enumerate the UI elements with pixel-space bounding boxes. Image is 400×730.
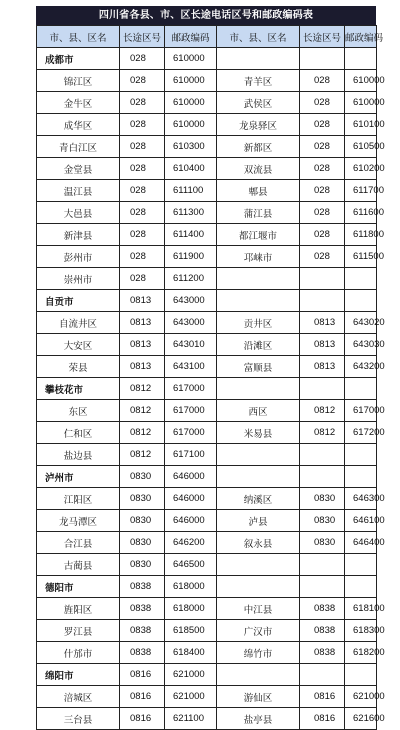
postal-code-cell-2: 646100 xyxy=(345,510,377,532)
area-code-cell-2 xyxy=(300,444,345,466)
area-code-cell: 028 xyxy=(120,202,165,224)
empty-cell xyxy=(300,576,345,598)
area-code-cell-2: 028 xyxy=(300,92,345,114)
area-code-cell: 028 xyxy=(120,246,165,268)
district-name: 古蔺县 xyxy=(37,554,120,576)
postal-code-cell-2: 617200 xyxy=(345,422,377,444)
district-name-2: 邛崃市 xyxy=(217,246,300,268)
area-code-cell: 0830 xyxy=(120,554,165,576)
empty-cell xyxy=(217,290,300,312)
area-code-cell: 0830 xyxy=(120,532,165,554)
postal-code-cell-2: 621000 xyxy=(345,686,377,708)
postal-code-cell-2: 646400 xyxy=(345,532,377,554)
postal-code-cell-2: 618200 xyxy=(345,642,377,664)
area-code-cell: 0813 xyxy=(120,356,165,378)
district-name: 旌阳区 xyxy=(37,598,120,620)
area-code-cell-2: 0838 xyxy=(300,642,345,664)
area-code-cell: 028 xyxy=(120,136,165,158)
area-code-cell-2: 0816 xyxy=(300,708,345,730)
postal-code-cell-2: 610000 xyxy=(345,92,377,114)
postal-code-cell: 610000 xyxy=(165,70,217,92)
empty-cell xyxy=(217,48,300,70)
postal-code-cell: 618000 xyxy=(165,576,217,598)
header-name-2: 市、县、区名 xyxy=(217,26,300,48)
postal-code-cell-2: 611500 xyxy=(345,246,377,268)
postal-code-cell-2: 610000 xyxy=(345,70,377,92)
district-name-2: 富顺县 xyxy=(217,356,300,378)
empty-cell xyxy=(300,466,345,488)
document-title: 四川省各县、市、区长途电话区号和邮政编码表 xyxy=(36,6,376,25)
district-name: 盐边县 xyxy=(37,444,120,466)
district-name: 东区 xyxy=(37,400,120,422)
header-postal-code: 邮政编码 xyxy=(165,26,217,48)
district-name: 成华区 xyxy=(37,114,120,136)
table-row xyxy=(37,202,377,224)
area-code-cell-2: 0838 xyxy=(300,620,345,642)
district-name: 合江县 xyxy=(37,532,120,554)
city-name: 成都市 xyxy=(37,48,120,70)
postal-code-cell: 610000 xyxy=(165,114,217,136)
postal-code-cell-2: 610500 xyxy=(345,136,377,158)
postal-code-cell: 621000 xyxy=(165,686,217,708)
postal-code-cell-2: 610100 xyxy=(345,114,377,136)
postal-code-cell-2: 643200 xyxy=(345,356,377,378)
postal-code-cell: 617100 xyxy=(165,444,217,466)
table-body xyxy=(37,48,385,730)
postal-code-cell: 610000 xyxy=(165,48,217,70)
empty-cell xyxy=(345,664,377,686)
table-row xyxy=(37,422,377,444)
empty-cell xyxy=(300,378,345,400)
area-code-cell: 028 xyxy=(120,114,165,136)
area-code-cell: 0813 xyxy=(120,312,165,334)
district-name: 荣县 xyxy=(37,356,120,378)
table-row xyxy=(37,92,377,114)
district-name-2 xyxy=(217,268,300,290)
district-name: 新津县 xyxy=(37,224,120,246)
area-code-cell-2: 028 xyxy=(300,158,345,180)
postal-code-cell-2: 611700 xyxy=(345,180,377,202)
area-code-cell-2: 0838 xyxy=(300,598,345,620)
postal-code-cell: 646000 xyxy=(165,488,217,510)
postal-code-cell: 611100 xyxy=(165,180,217,202)
postal-code-cell: 617000 xyxy=(165,422,217,444)
postal-code-cell-2 xyxy=(345,444,377,466)
table-row xyxy=(37,598,377,620)
area-code-cell-2: 028 xyxy=(300,136,345,158)
area-code-cell-2: 0830 xyxy=(300,510,345,532)
district-name-2: 都江堰市 xyxy=(217,224,300,246)
area-code-cell-2: 0816 xyxy=(300,686,345,708)
postal-code-cell: 618400 xyxy=(165,642,217,664)
city-name: 德阳市 xyxy=(37,576,120,598)
table-row xyxy=(37,708,377,730)
empty-cell xyxy=(300,290,345,312)
table-row xyxy=(37,356,377,378)
city-row xyxy=(37,576,377,598)
area-code-cell: 0812 xyxy=(120,444,165,466)
postal-code-cell: 610400 xyxy=(165,158,217,180)
area-code-cell-2: 028 xyxy=(300,202,345,224)
table-row xyxy=(37,554,377,576)
district-name: 崇州市 xyxy=(37,268,120,290)
area-code-cell: 028 xyxy=(120,224,165,246)
area-code-cell-2: 0812 xyxy=(300,422,345,444)
district-name-2: 沿滩区 xyxy=(217,334,300,356)
postal-code-cell-2 xyxy=(345,268,377,290)
area-code-cell: 028 xyxy=(120,48,165,70)
empty-cell xyxy=(345,576,377,598)
district-name-2: 青羊区 xyxy=(217,70,300,92)
district-name-2: 龙泉驿区 xyxy=(217,114,300,136)
district-name-2: 泸县 xyxy=(217,510,300,532)
postal-code-cell: 610000 xyxy=(165,92,217,114)
table-row xyxy=(37,488,377,510)
district-name: 青白江区 xyxy=(37,136,120,158)
area-code-cell-2: 028 xyxy=(300,114,345,136)
area-code-cell: 0816 xyxy=(120,708,165,730)
area-code-cell: 0816 xyxy=(120,664,165,686)
table-row xyxy=(37,642,377,664)
area-code-cell: 028 xyxy=(120,180,165,202)
postal-code-cell: 646200 xyxy=(165,532,217,554)
district-name: 大安区 xyxy=(37,334,120,356)
area-code-cell: 0812 xyxy=(120,400,165,422)
postal-code-cell: 621100 xyxy=(165,708,217,730)
district-name: 自流井区 xyxy=(37,312,120,334)
table-row xyxy=(37,400,377,422)
district-name-2: 绵竹市 xyxy=(217,642,300,664)
table-row xyxy=(37,334,377,356)
empty-cell xyxy=(217,576,300,598)
table-row xyxy=(37,312,377,334)
area-code-cell-2: 0830 xyxy=(300,488,345,510)
district-name-2: 西区 xyxy=(217,400,300,422)
empty-cell xyxy=(217,378,300,400)
postal-code-cell: 643010 xyxy=(165,334,217,356)
empty-cell xyxy=(217,466,300,488)
area-code-cell: 0816 xyxy=(120,686,165,708)
district-name: 彭州市 xyxy=(37,246,120,268)
table-row xyxy=(37,686,377,708)
empty-cell xyxy=(345,378,377,400)
table-row xyxy=(37,246,377,268)
empty-cell xyxy=(300,664,345,686)
postal-code-cell-2: 618300 xyxy=(345,620,377,642)
area-code-cell-2 xyxy=(300,554,345,576)
area-code-cell: 0813 xyxy=(120,290,165,312)
postal-code-cell-2: 643020 xyxy=(345,312,377,334)
district-name-2: 新都区 xyxy=(217,136,300,158)
district-name: 金堂县 xyxy=(37,158,120,180)
area-code-cell-2: 028 xyxy=(300,246,345,268)
district-name: 龙马潭区 xyxy=(37,510,120,532)
table-row xyxy=(37,114,377,136)
postal-code-cell-2: 611600 xyxy=(345,202,377,224)
area-code-cell-2: 0813 xyxy=(300,334,345,356)
district-name: 大邑县 xyxy=(37,202,120,224)
postal-code-cell: 646500 xyxy=(165,554,217,576)
district-name-2: 双流县 xyxy=(217,158,300,180)
empty-cell xyxy=(300,48,345,70)
city-name: 攀枝花市 xyxy=(37,378,120,400)
city-name: 绵阳市 xyxy=(37,664,120,686)
empty-cell xyxy=(345,466,377,488)
postal-code-cell: 643000 xyxy=(165,290,217,312)
table-row xyxy=(37,532,377,554)
district-name: 罗江县 xyxy=(37,620,120,642)
postal-code-cell: 617000 xyxy=(165,400,217,422)
postal-code-cell-2: 621600 xyxy=(345,708,377,730)
header-postal-code-2: 邮政编码 xyxy=(345,26,377,48)
postal-code-cell: 611200 xyxy=(165,268,217,290)
header-area-code-2: 长途区号 xyxy=(300,26,345,48)
postal-code-cell: 643000 xyxy=(165,312,217,334)
district-name-2: 盐亭县 xyxy=(217,708,300,730)
empty-cell xyxy=(217,664,300,686)
city-row xyxy=(37,664,377,686)
area-code-cell-2: 028 xyxy=(300,180,345,202)
table-row xyxy=(37,158,377,180)
city-row xyxy=(37,48,377,70)
postal-code-cell: 643100 xyxy=(165,356,217,378)
table-row xyxy=(37,224,377,246)
table-row xyxy=(37,510,377,532)
postal-code-cell: 611300 xyxy=(165,202,217,224)
header-row xyxy=(37,26,377,48)
district-name-2: 蒲江县 xyxy=(217,202,300,224)
city-name: 泸州市 xyxy=(37,466,120,488)
district-name-2: 游仙区 xyxy=(217,686,300,708)
area-code-cell: 0812 xyxy=(120,378,165,400)
area-code-cell: 0830 xyxy=(120,466,165,488)
district-name-2: 中江县 xyxy=(217,598,300,620)
district-name: 什邡市 xyxy=(37,642,120,664)
empty-cell xyxy=(345,290,377,312)
postal-code-cell-2: 611800 xyxy=(345,224,377,246)
postal-code-cell-2: 643030 xyxy=(345,334,377,356)
area-code-cell: 028 xyxy=(120,268,165,290)
postal-code-cell: 611900 xyxy=(165,246,217,268)
postal-code-cell: 621000 xyxy=(165,664,217,686)
area-code-cell-2: 0813 xyxy=(300,356,345,378)
postal-code-cell-2 xyxy=(345,554,377,576)
area-code-cell-2: 0812 xyxy=(300,400,345,422)
district-name-2: 叙永县 xyxy=(217,532,300,554)
area-code-cell: 0838 xyxy=(120,642,165,664)
postal-code-cell-2: 646300 xyxy=(345,488,377,510)
city-row xyxy=(37,466,377,488)
area-code-cell: 0813 xyxy=(120,334,165,356)
postal-code-cell: 618000 xyxy=(165,598,217,620)
header-name: 市、县、区名 xyxy=(37,26,120,48)
district-name-2: 广汉市 xyxy=(217,620,300,642)
district-name: 金牛区 xyxy=(37,92,120,114)
area-code-cell-2: 0830 xyxy=(300,532,345,554)
postal-code-cell-2: 617000 xyxy=(345,400,377,422)
area-code-cell: 0838 xyxy=(120,620,165,642)
district-name: 仁和区 xyxy=(37,422,120,444)
table-row xyxy=(37,444,377,466)
postal-code-cell: 617000 xyxy=(165,378,217,400)
district-name: 三台县 xyxy=(37,708,120,730)
table-row xyxy=(37,136,377,158)
table-row xyxy=(37,70,377,92)
district-name-2: 武侯区 xyxy=(217,92,300,114)
district-name: 锦江区 xyxy=(37,70,120,92)
area-code-cell: 028 xyxy=(120,92,165,114)
district-name-2: 米易县 xyxy=(217,422,300,444)
postal-code-cell: 611400 xyxy=(165,224,217,246)
area-code-cell-2: 0813 xyxy=(300,312,345,334)
city-name: 自贡市 xyxy=(37,290,120,312)
postal-code-cell: 610300 xyxy=(165,136,217,158)
area-code-cell-2: 028 xyxy=(300,70,345,92)
header-area-code: 长途区号 xyxy=(120,26,165,48)
postal-code-sheet xyxy=(36,6,385,730)
district-name: 温江县 xyxy=(37,180,120,202)
area-code-cell: 028 xyxy=(120,70,165,92)
empty-cell xyxy=(345,48,377,70)
area-code-cell-2 xyxy=(300,268,345,290)
city-row xyxy=(37,378,377,400)
table-row xyxy=(37,268,377,290)
district-name-2: 纳溪区 xyxy=(217,488,300,510)
area-code-cell: 0812 xyxy=(120,422,165,444)
district-name-2: 郫县 xyxy=(217,180,300,202)
area-code-cell: 0830 xyxy=(120,488,165,510)
postal-code-cell-2: 618100 xyxy=(345,598,377,620)
city-row xyxy=(37,290,377,312)
area-code-table xyxy=(36,25,385,730)
postal-code-cell: 646000 xyxy=(165,510,217,532)
postal-code-cell-2: 610200 xyxy=(345,158,377,180)
table-row xyxy=(37,180,377,202)
area-code-cell: 0838 xyxy=(120,598,165,620)
district-name: 江阳区 xyxy=(37,488,120,510)
postal-code-cell: 646000 xyxy=(165,466,217,488)
area-code-cell-2: 028 xyxy=(300,224,345,246)
district-name-2 xyxy=(217,554,300,576)
table-row xyxy=(37,620,377,642)
area-code-cell: 0830 xyxy=(120,510,165,532)
district-name-2 xyxy=(217,444,300,466)
district-name-2: 贡井区 xyxy=(217,312,300,334)
postal-code-cell: 618500 xyxy=(165,620,217,642)
area-code-cell: 0838 xyxy=(120,576,165,598)
area-code-cell: 028 xyxy=(120,158,165,180)
district-name: 涪城区 xyxy=(37,686,120,708)
